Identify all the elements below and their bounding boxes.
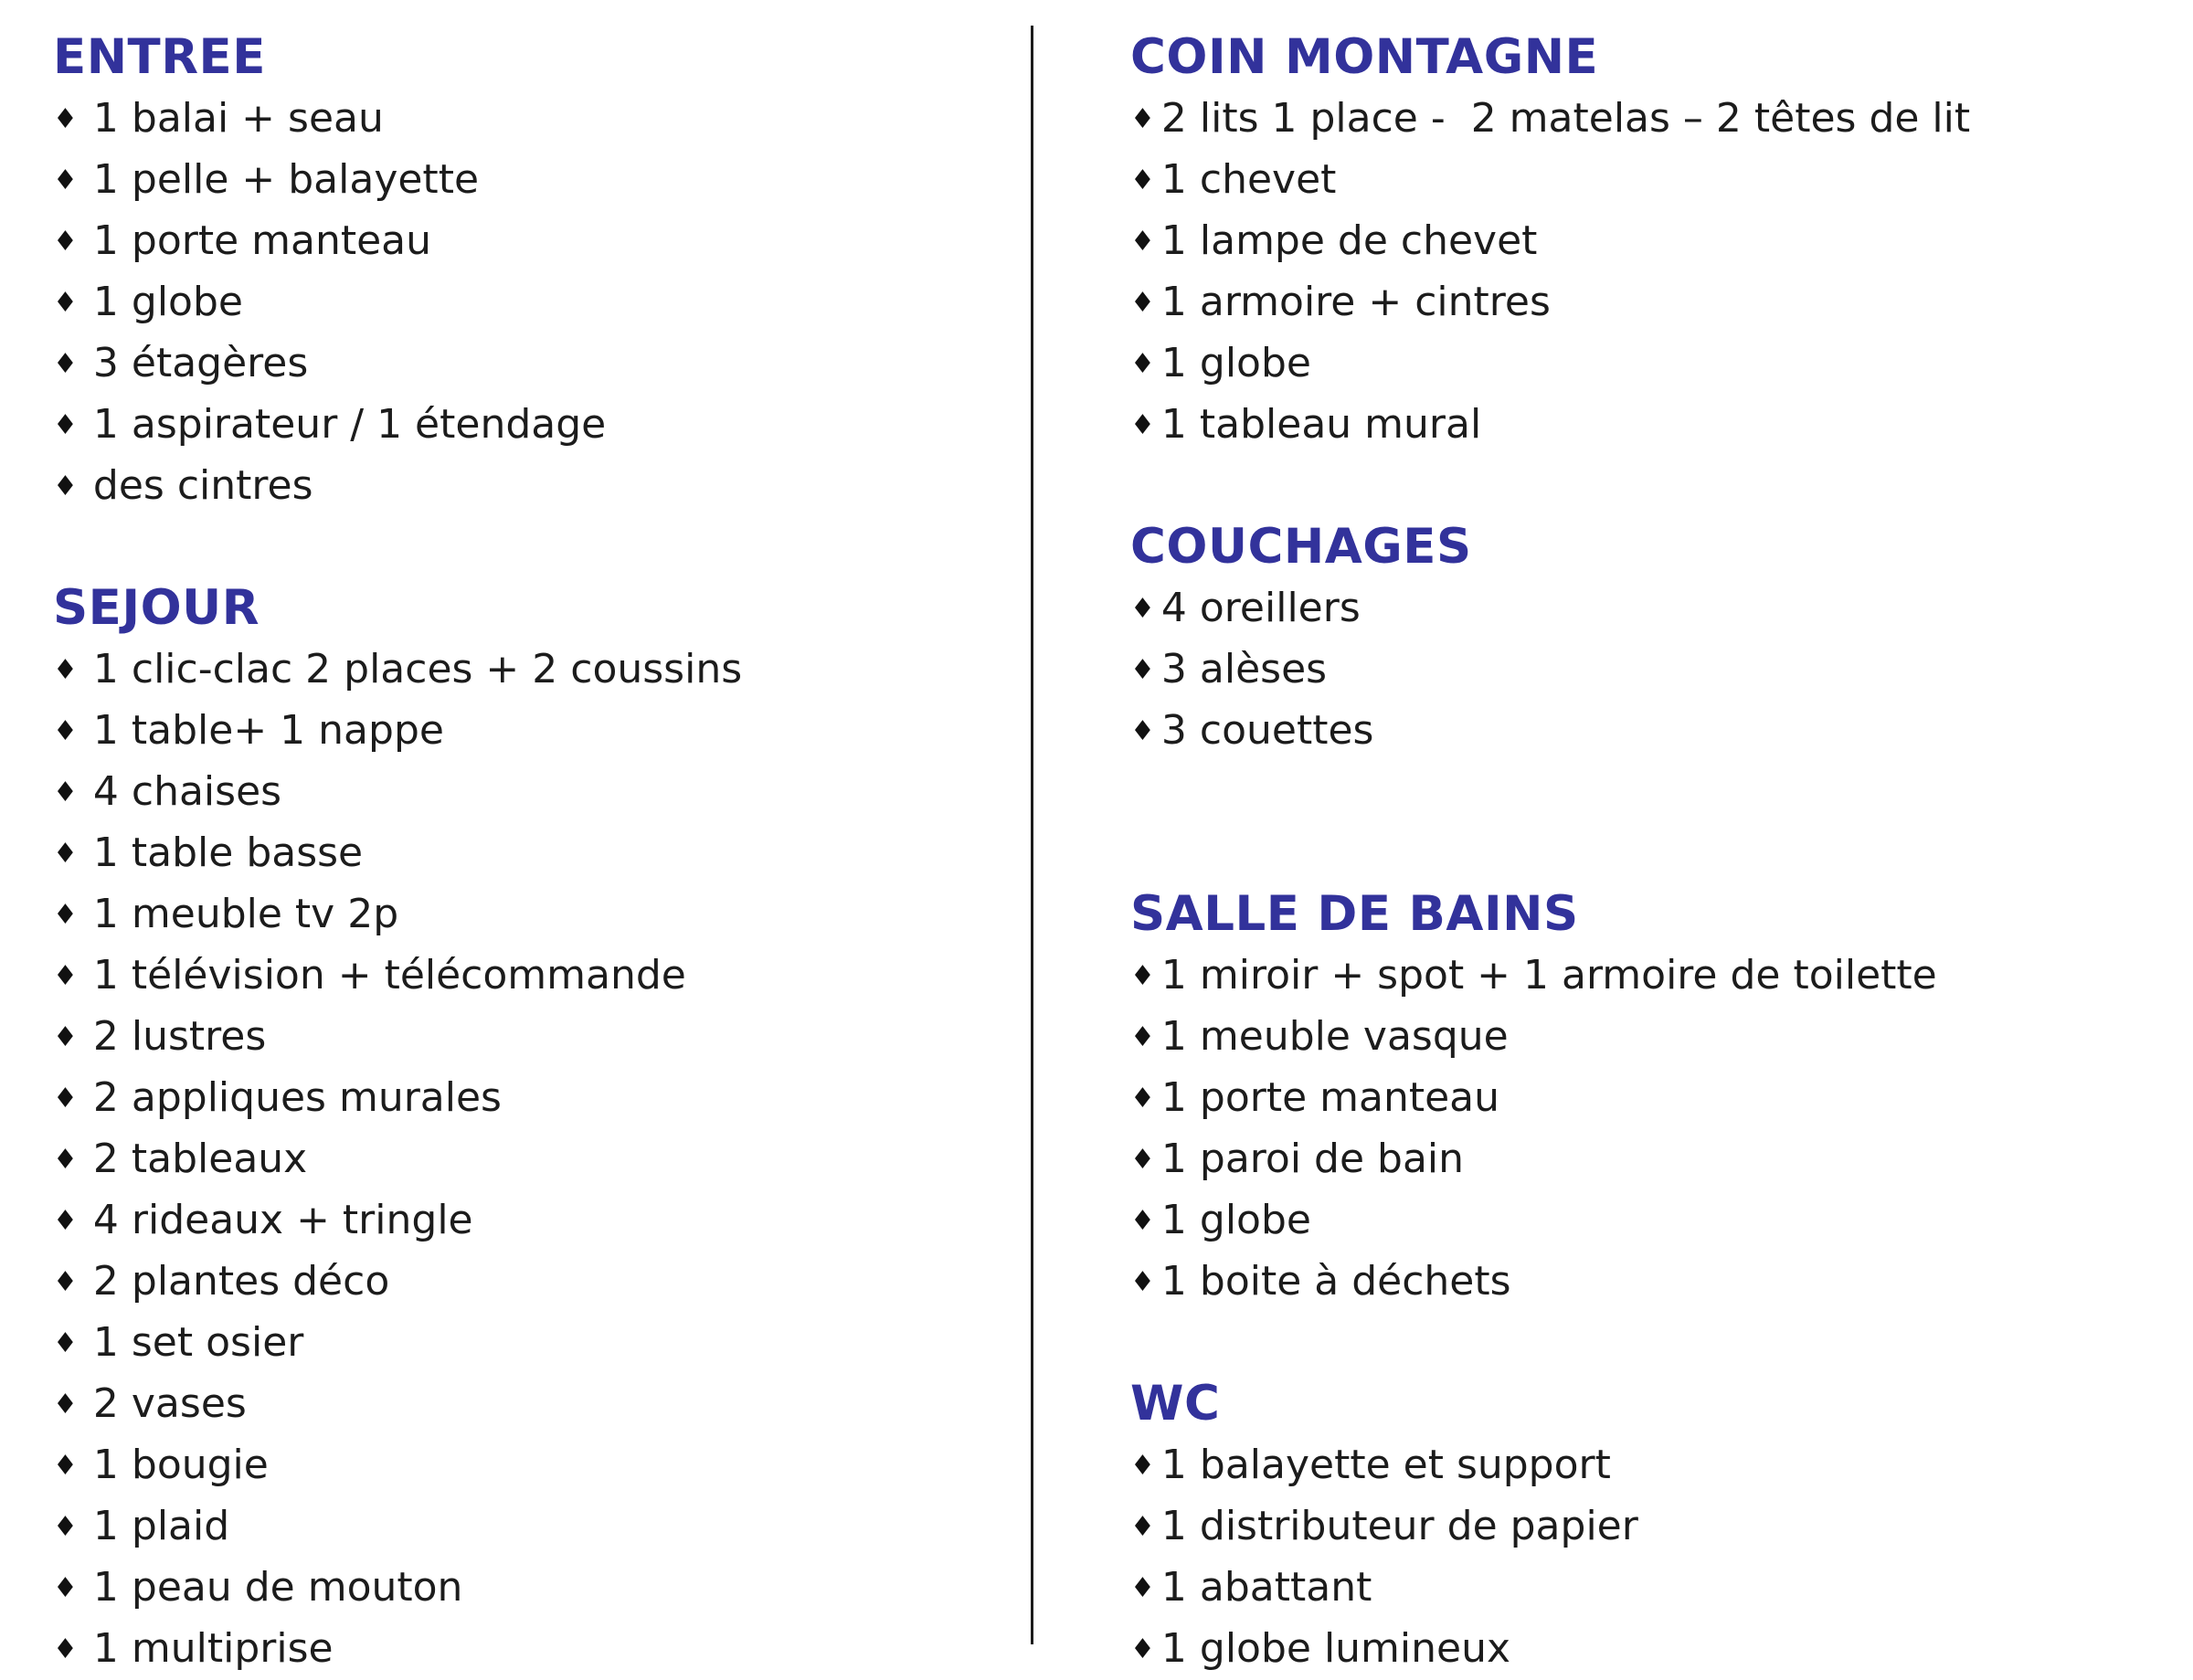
list-item [53,455,1003,516]
item-text: 1 globe [1160,1197,1311,1243]
section-title-salle-de-bains: SALLE DE BAINS [1130,886,1579,942]
diamond-bullet-icon: ♦ [1130,1450,1155,1482]
diamond-bullet-icon: ♦ [53,777,78,808]
item-text: 1 multiprise [92,1625,334,1672]
item-text: 4 rideaux + tringle [92,1197,473,1243]
item-text: 2 plantes déco [92,1258,390,1305]
list-item [53,1128,1003,1189]
list-item [1130,88,2181,149]
list-item [53,1251,1003,1312]
list-item [1130,1067,2181,1128]
item-text: 2 vases [92,1380,247,1427]
section-wc [1130,1373,2181,1679]
item-text: 1 lampe de chevet [1160,217,1538,264]
item-text: 1 pelle + balayette [92,156,480,203]
diamond-bullet-icon: ♦ [53,226,78,258]
diamond-bullet-icon: ♦ [53,1083,78,1115]
diamond-bullet-icon: ♦ [53,164,78,196]
section-couchages [1130,516,2181,761]
diamond-bullet-icon: ♦ [1130,1205,1155,1237]
list-item [1130,1557,2181,1618]
list-item [1130,1618,2181,1679]
diamond-bullet-icon: ♦ [53,1450,78,1482]
list-item [53,761,1003,822]
list-item [53,1557,1003,1618]
diamond-bullet-icon: ♦ [53,1572,78,1604]
diamond-bullet-icon: ♦ [53,1327,78,1359]
item-text: 1 aspirateur / 1 étendage [92,401,607,448]
item-text: des cintres [92,462,313,509]
diamond-bullet-icon: ♦ [1130,654,1155,686]
diamond-bullet-icon: ♦ [53,103,78,135]
list-item [1130,639,2181,700]
item-text: 1 balai + seau [92,95,384,142]
list-item [1130,700,2181,761]
list-item [53,639,1003,700]
list-item [53,1434,1003,1495]
diamond-bullet-icon: ♦ [1130,287,1155,319]
list-item [1130,333,2181,394]
item-text: 1 globe [92,279,243,325]
list-item [1130,149,2181,210]
list-item [53,1067,1003,1128]
diamond-bullet-icon: ♦ [1130,1021,1155,1053]
list-item [53,883,1003,945]
list-item [1130,1128,2181,1189]
item-text: 2 lits 1 place - 2 matelas – 2 têtes de lit [1160,95,1971,142]
item-text: 1 chevet [1160,156,1337,203]
list-item [53,1618,1003,1679]
item-text: 1 meuble vasque [1160,1013,1509,1060]
item-text: 1 armoire + cintres [1160,279,1551,325]
item-text: 3 étagères [92,340,309,386]
diamond-bullet-icon: ♦ [1130,960,1155,992]
section-sejour [53,577,1003,1679]
diamond-bullet-icon: ♦ [53,1633,78,1665]
diamond-bullet-icon: ♦ [1130,1144,1155,1176]
section-title-entree: ENTREE [53,29,266,85]
item-text: 2 tableaux [92,1136,308,1182]
diamond-bullet-icon: ♦ [53,1205,78,1237]
item-text: 1 table basse [92,829,364,876]
item-text: 1 set osier [92,1319,304,1366]
section-coin-montagne [1130,26,2181,455]
list-item [53,822,1003,883]
list-item [53,1373,1003,1434]
item-text: 1 distributeur de papier [1160,1503,1638,1549]
diamond-bullet-icon: ♦ [53,1511,78,1543]
list-item [1130,577,2181,639]
diamond-bullet-icon: ♦ [1130,409,1155,441]
item-text: 3 alèses [1160,646,1328,692]
list-item [1130,1006,2181,1067]
diamond-bullet-icon: ♦ [1130,1083,1155,1115]
list-item [53,945,1003,1006]
list-item [53,88,1003,149]
diamond-bullet-icon: ♦ [1130,164,1155,196]
diamond-bullet-icon: ♦ [53,287,78,319]
list-item [1130,394,2181,455]
left-column [53,26,1003,1679]
item-text: 4 oreillers [1160,585,1361,631]
item-text: 1 télévision + télécommande [92,952,686,998]
column-divider-line [1031,26,1033,1644]
item-text: 1 globe lumineux [1160,1625,1511,1672]
list-item [53,333,1003,394]
item-text: 1 peau de mouton [92,1564,463,1611]
list-item [53,1189,1003,1251]
list-item [1130,945,2181,1006]
item-text: 1 paroi de bain [1160,1136,1465,1182]
diamond-bullet-icon: ♦ [1130,1572,1155,1604]
diamond-bullet-icon: ♦ [53,409,78,441]
diamond-bullet-icon: ♦ [1130,715,1155,747]
list-item [1130,271,2181,333]
right-column [1130,26,2181,1679]
section-entree [53,26,1003,516]
list-item [53,700,1003,761]
list-item [53,149,1003,210]
diamond-bullet-icon: ♦ [53,654,78,686]
item-text: 1 balayette et support [1160,1442,1611,1488]
item-text: 1 bougie [92,1442,269,1488]
list-item [1130,1434,2181,1495]
item-text: 1 meuble tv 2p [92,891,399,937]
diamond-bullet-icon: ♦ [1130,226,1155,258]
item-text: 3 couettes [1160,707,1374,754]
diamond-bullet-icon: ♦ [53,838,78,870]
diamond-bullet-icon: ♦ [53,1021,78,1053]
section-salle-de-bains [1130,883,2181,1312]
item-text: 1 globe [1160,340,1311,386]
list-item [53,271,1003,333]
diamond-bullet-icon: ♦ [53,1144,78,1176]
item-text: 1 tableau mural [1160,401,1482,448]
diamond-bullet-icon: ♦ [53,899,78,931]
diamond-bullet-icon: ♦ [53,1266,78,1298]
item-text: 1 boite à déchets [1160,1258,1511,1305]
section-title-couchages: COUCHAGES [1130,519,1472,575]
list-item [53,394,1003,455]
item-text: 4 chaises [92,768,282,815]
list-item [1130,1495,2181,1557]
list-item [1130,210,2181,271]
diamond-bullet-icon: ♦ [1130,1266,1155,1298]
diamond-bullet-icon: ♦ [53,1389,78,1421]
item-text: 1 table+ 1 nappe [92,707,444,754]
diamond-bullet-icon: ♦ [53,348,78,380]
item-text: 2 appliques murales [92,1074,502,1121]
item-text: 1 plaid [92,1503,230,1549]
diamond-bullet-icon: ♦ [53,960,78,992]
diamond-bullet-icon: ♦ [1130,348,1155,380]
diamond-bullet-icon: ♦ [1130,1511,1155,1543]
diamond-bullet-icon: ♦ [1130,103,1155,135]
list-item [1130,1189,2181,1251]
item-text: 2 lustres [92,1013,267,1060]
diamond-bullet-icon: ♦ [53,470,78,502]
diamond-bullet-icon: ♦ [1130,593,1155,625]
item-text: 1 clic-clac 2 places + 2 coussins [92,646,743,692]
item-text: 1 abattant [1160,1564,1372,1611]
item-text: 1 miroir + spot + 1 armoire de toilette [1160,952,1937,998]
section-title-coin-montagne: COIN MONTAGNE [1130,29,1599,85]
list-item [53,1495,1003,1557]
list-item [53,1006,1003,1067]
section-title-wc: WC [1130,1376,1221,1432]
list-item [53,1312,1003,1373]
list-item [1130,1251,2181,1312]
item-text: 1 porte manteau [92,217,432,264]
diamond-bullet-icon: ♦ [1130,1633,1155,1665]
list-item [53,210,1003,271]
section-title-sejour: SEJOUR [53,580,260,636]
diamond-bullet-icon: ♦ [53,715,78,747]
item-text: 1 porte manteau [1160,1074,1500,1121]
